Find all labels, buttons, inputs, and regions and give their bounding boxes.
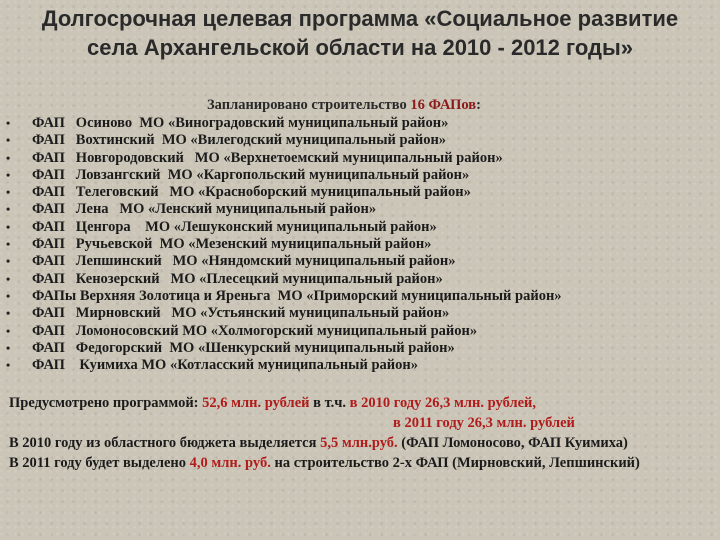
bullet-icon: • [6,237,11,252]
regional-2011-text: В 2011 году будет выделено [9,455,190,471]
subhead-text: Запланировано строительство [207,97,411,113]
bullet-icon: • [6,167,11,182]
funding-line-2011: в 2011 году 26,3 млн. рублей [393,415,575,431]
bullet-icon: • [6,288,11,303]
list-item [6,271,562,288]
funding-line-2011-regional [9,453,715,473]
bullet-icon: • [6,306,11,321]
list-item [6,340,562,357]
regional-2011-projects: на строительство 2-х ФАП (Мирновский, Лепшинский) [270,455,640,471]
list-item [6,167,562,184]
list-item [6,236,562,253]
funding-line-total [9,393,715,413]
funding-including: в т.ч. [309,395,350,411]
funding-label: Предусмотрено программой: [9,395,203,411]
list-item [6,323,562,340]
list-item [6,288,562,305]
list-item-text: ФАП Ломоносовский МО «Холмогорский муниципальный район» [32,322,478,339]
funding-total-amount: 52,6 млн. рублей [202,395,310,411]
list-item-text: ФАП Федогорский МО «Шенкурский муниципальный район» [32,339,455,356]
list-item-text: ФАП Ценгора МО «Лешуконский муниципальный район» [32,218,437,235]
regional-2011-amount: 4,0 млн. руб. [189,455,271,471]
bullet-icon: • [6,323,11,338]
list-item-text: ФАП Кенозерский МО «Плесецкий муниципальный район» [32,270,443,287]
bullet-icon: • [6,219,11,234]
list-item [6,305,562,322]
bullet-icon: • [6,133,11,148]
list-item-text: ФАП Ловзангский МО «Каргопольский муниципальный район» [32,166,470,183]
bullet-icon: • [6,358,11,373]
funding-line-2010-regional [9,433,715,453]
list-item [6,132,562,149]
list-item [6,150,562,167]
list-item-text: ФАПы Верхняя Золотица и Яреньга МО «Приморский муниципальный район» [32,287,562,304]
list-item-text: ФАП Лепшинский МО «Няндомский муниципальный район» [32,253,456,270]
funding-summary [9,393,715,473]
regional-2010-text: В 2010 году из областного бюджета выделяется [9,435,321,451]
list-item-text: ФАП Вохтинский МО «Вилегодский муниципальный район» [32,132,447,149]
subhead-highlight: 16 ФАПов [410,97,477,113]
subhead-suffix: : [476,97,481,113]
planned-construction-heading [207,97,481,114]
bullet-icon: • [6,185,11,200]
list-item [6,253,562,270]
list-item-text: ФАП Лена МО «Ленский муниципальный район» [32,201,377,218]
funding-2010-amount: в 2010 году 26,3 млн. рублей, [349,395,537,411]
list-item [6,357,562,374]
list-item-text: ФАП Новгородовский МО «Верхнетоемский муниципальный район» [32,149,503,166]
regional-2010-amount: 5,5 млн.руб. [320,435,398,451]
list-item [6,201,562,218]
list-item-text: ФАП Телеговский МО «Красноборский муниципальный район» [32,184,471,201]
list-item-text: ФАП Осиново МО «Виноградовский муниципальный район» [32,115,449,131]
bullet-icon: • [6,150,11,165]
fap-list [6,115,562,374]
bullet-icon: • [6,116,11,130]
list-item-text: ФАП Ручьевской МО «Мезенский муниципальный район» [32,236,432,253]
bullet-icon: • [6,202,11,217]
list-item [6,219,562,236]
page-title: Долгосрочная целевая программа «Социальное развитие села Архангельской области на 2010 - 2012 годы» [41,6,679,60]
list-item [6,115,562,132]
bullet-icon: • [6,254,11,269]
list-item-text: ФАП Куимиха МО «Котласский муниципальный район» [32,357,419,374]
regional-2010-projects: (ФАП Ломоносово, ФАП Куимиха) [397,435,628,451]
list-item-text: ФАП Мирновский МО «Устьянский муниципальный район» [32,305,450,322]
bullet-icon: • [6,271,11,286]
list-item [6,184,562,201]
bullet-icon: • [6,340,11,355]
